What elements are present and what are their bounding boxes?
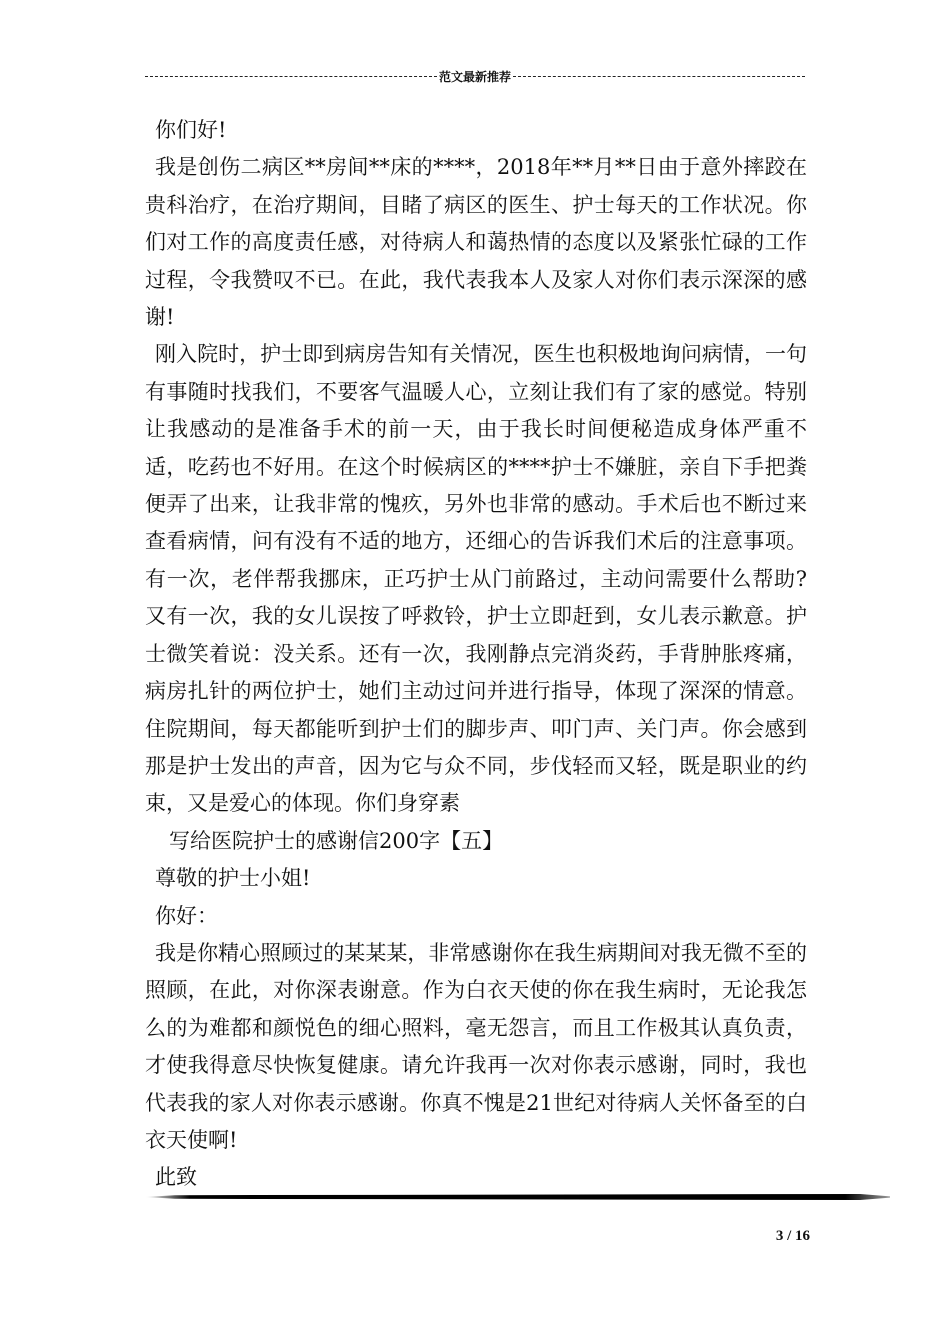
paragraph-intro: 我是创伤二病区**房间**床的****，2018年**月**日由于意外摔跤在贵科治疗，在治疗期间，目睹了病区的医生、护士每天的工作状况。你们对工作的高度责任感，对待病人和蔼热情的态度以及紧张忙碌的工作过程，令我赞叹不已。在此，我代表我本人及家人对你们表示深深的感谢!	[145, 155, 807, 330]
greeting-2: 你好：	[155, 903, 218, 928]
letter-body	[145, 112, 807, 1197]
paragraph-thanks: 我是你精心照顾过的某某某，非常感谢你在我生病期间对我无微不至的照顾，在此，对你深表谢意。作为白衣天使的你在我生病时，无论我怎么的为难都和颜悦色的细心照料，毫无怨言，而且工作极其认真负责，才使我得意尽快恢复健康。请允许我再一次对你表示感谢，同时，我也代表我的家人对你表示感谢。你真不愧是21世纪对待病人关怀备至的白衣天使啊!	[145, 940, 807, 1152]
page-header	[145, 66, 805, 86]
header-dash-left	[145, 76, 437, 77]
salutation: 尊敬的护士小姐!	[155, 866, 311, 891]
closing: 此致	[155, 1165, 197, 1190]
page-number	[740, 1228, 810, 1245]
header-dash-right	[513, 76, 805, 77]
page-separator: /	[783, 1228, 795, 1244]
paragraph-experience: 刚入院时，护士即到病房告知有关情况，医生也积极地询问病情，一句有事随时找我们，不要客气温暖人心，立刻让我们有了家的感觉。特别让我感动的是准备手术的前一天，由于我长时间便秘造成身体严重不适，吃药也不好用。在这个时候病区的****护士不嫌脏，亲自下手把粪便弄了出来，让我非常的愧疚，另外也非常的感动。手术后也不断过来查看病情，问有没有不适的地方，还细心的告诉我们术后的注意事项。有一次，老伴帮我挪床，正巧护士从门前路过，主动问需要什么帮助?又有一次，我的女儿误按了呼救铃，护士立即赶到，女儿表示歉意。护士微笑着说：没关系。还有一次，我刚静点完消炎药，手背肿胀疼痛，病房扎针的两位护士，她们主动过问并进行指导，体现了深深的情意。住院期间，每天都能听到护士们的脚步声、叩门声、关门声。你会感到那是护士发出的声音，因为它与众不同，步伐轻而又轻，既是职业的约束，又是爱心的体现。你们身穿素	[145, 342, 807, 816]
total-pages: 16	[795, 1228, 810, 1244]
greeting: 你们好!	[155, 118, 227, 142]
section-heading: 写给医院护士的感谢信200字【五】	[169, 828, 504, 853]
current-page: 3	[775, 1228, 784, 1244]
header-title: 范文最新推荐	[439, 69, 512, 84]
